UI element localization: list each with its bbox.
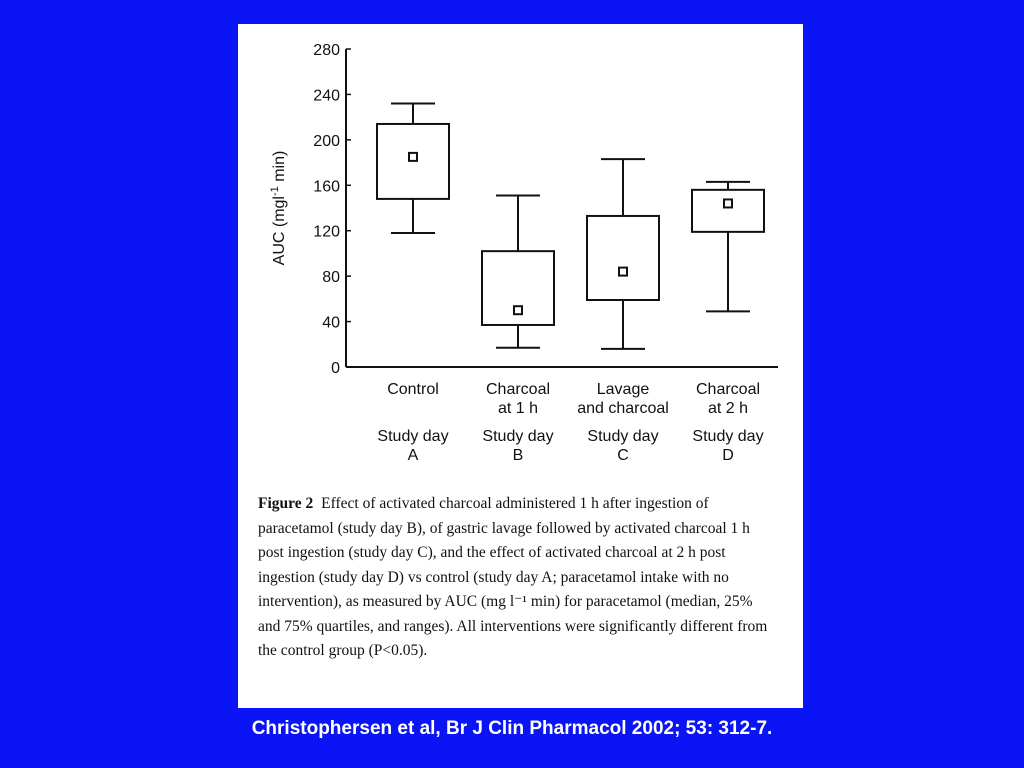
x-category-label: Charcoal: [485, 381, 551, 398]
study-day-label: Study day: [692, 428, 764, 445]
study-day-label: C: [617, 447, 629, 464]
x-category-label: Control: [387, 381, 439, 398]
median-marker: [724, 199, 732, 207]
x-category-label: Charcoal: [695, 381, 761, 398]
study-day-label: B: [512, 447, 524, 464]
y-tick-label: 280: [313, 42, 340, 59]
y-tick-label: 0: [331, 360, 340, 377]
caption-label: Figure 2: [258, 495, 314, 512]
study-day-label: Study day: [482, 428, 554, 445]
study-day-label: Study day: [587, 428, 659, 445]
y-tick-label: 240: [313, 87, 340, 105]
y-axis-title: AUC (mgl$^{-1}$ min): [269, 150, 288, 266]
box-plot-chart: [238, 24, 803, 484]
y-tick-label: 200: [313, 132, 340, 150]
study-day-label: D: [722, 447, 734, 464]
y-tick-label: 40: [322, 314, 340, 332]
median-marker: [514, 306, 522, 314]
study-day-label: Study day: [377, 428, 449, 445]
y-tick-label: 80: [322, 269, 340, 287]
x-category-label: Lavage: [596, 381, 650, 398]
figure-panel: [238, 24, 803, 708]
caption-text: Effect of activated charcoal administered 1 h after ingestion of paracetamol (study day B), of gastric lavage followed by activated charcoal 1 h post ingestion (study day C), and the effect of activated charcoal at 2 h post ingestion (study day D) vs control (study day A; paracetamol intake with no intervention), as measured by AUC (mg l⁻¹ min) for paracetamol (median, 25% and 75% quartiles, and ranges). All interventions were significantly different from the control group (P<0.05).: [258, 495, 768, 659]
x-category-label: at 1 h: [497, 400, 539, 417]
y-tick-label: 120: [313, 223, 340, 241]
citation: Christophersen et al, Br J Clin Pharmacol 2002; 53: 312-7.: [251, 718, 773, 739]
median-marker: [619, 268, 627, 276]
y-tick-label: 160: [313, 178, 340, 196]
iqr-box: [587, 216, 659, 300]
x-category-label: at 2 h: [707, 400, 749, 417]
iqr-box: [692, 190, 764, 232]
median-marker: [409, 153, 417, 161]
figure-caption: [258, 492, 778, 664]
study-day-label: A: [407, 447, 419, 464]
x-category-label: and charcoal: [577, 400, 669, 417]
